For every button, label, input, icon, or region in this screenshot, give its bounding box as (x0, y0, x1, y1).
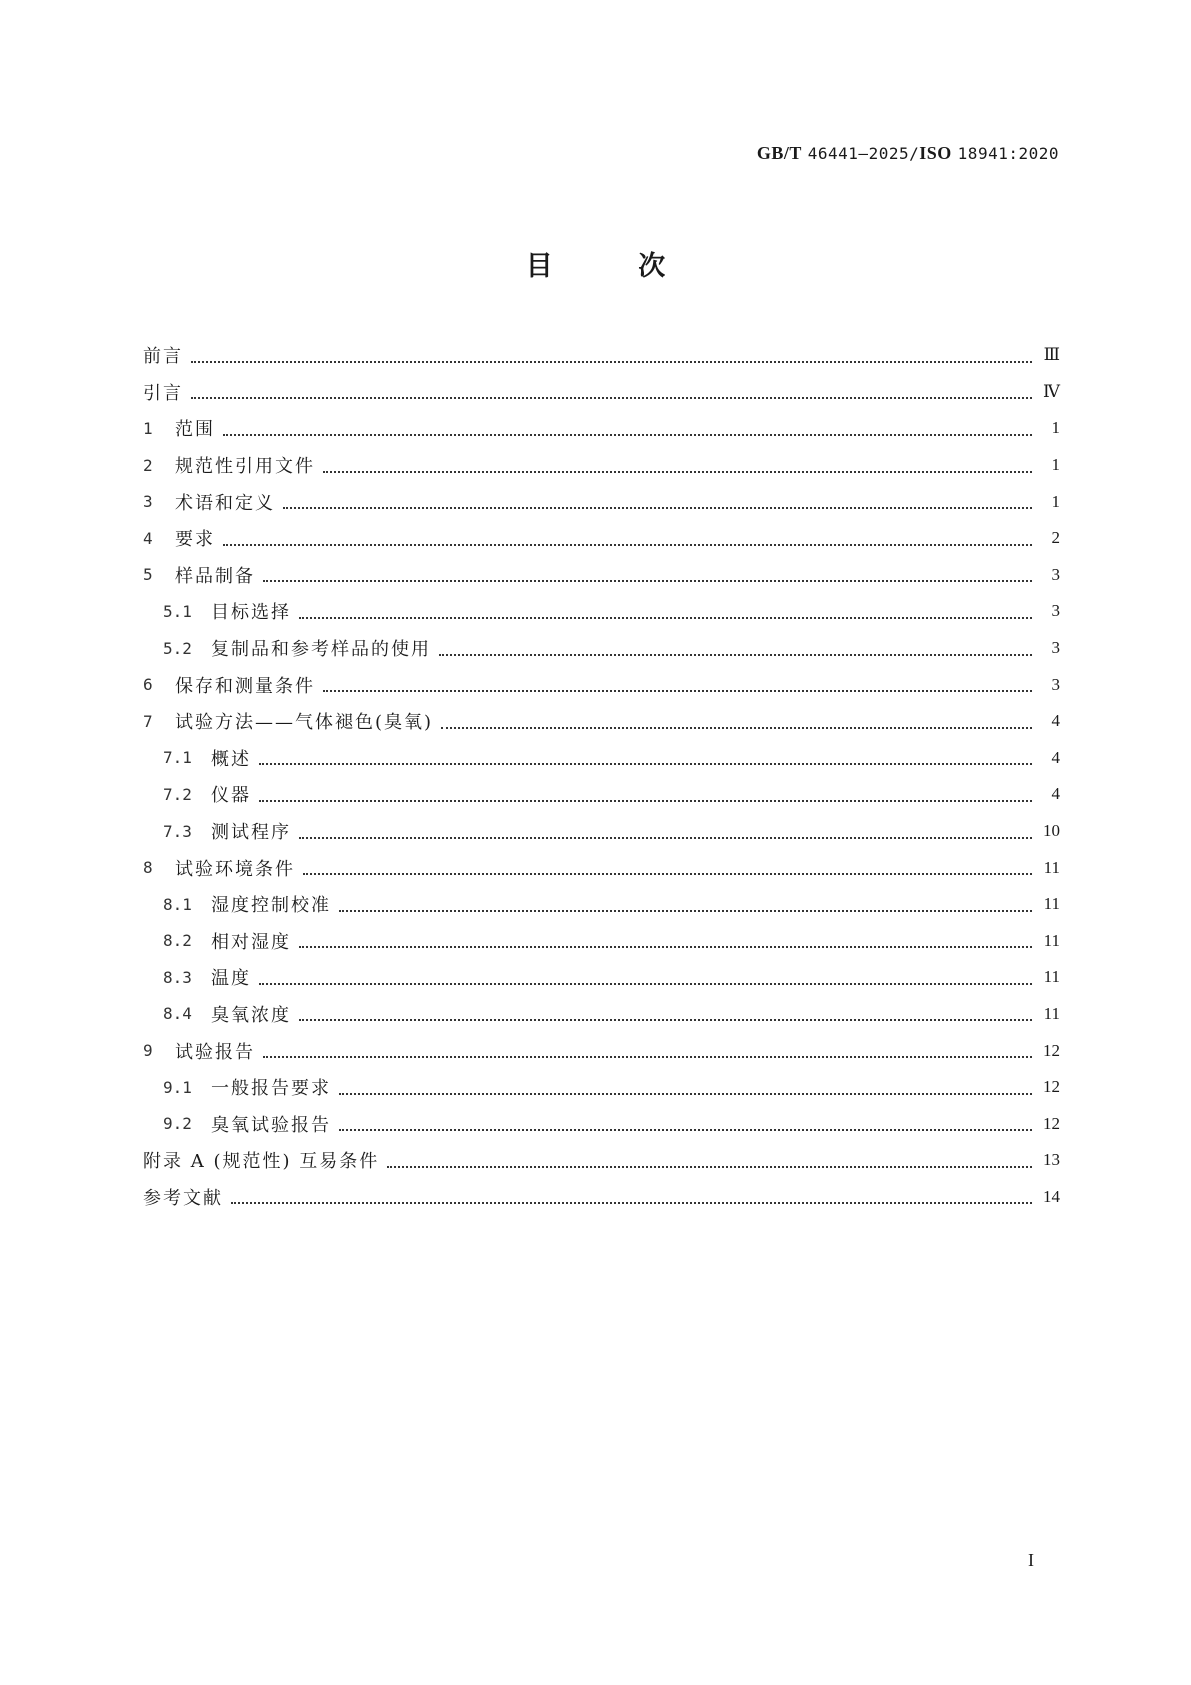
toc-entry-label: 复制品和参考样品的使用 (211, 639, 431, 661)
toc-entry-label: 臭氧浓度 (211, 1004, 291, 1026)
toc-entry-number: 8.2 (163, 931, 192, 951)
standard-prefix: GB/T (756, 143, 802, 163)
toc-dot-leader (387, 1165, 1032, 1168)
toc-entry-page: 4 (1051, 784, 1060, 804)
toc-entry-label: 目标选择 (211, 602, 291, 624)
page-title (0, 244, 1191, 283)
toc-entry-label: 规范性引用文件 (175, 456, 315, 478)
toc-entry-page: 11 (1043, 857, 1060, 877)
toc-entry-label: 试验环境条件 (175, 858, 295, 880)
toc-dot-leader (259, 762, 1032, 765)
toc-entry-page: 1 (1051, 455, 1060, 475)
toc-entry-label: 仪器 (211, 785, 251, 807)
toc-entry-label: 一般报告要求 (211, 1078, 331, 1100)
toc-entry-number: 7.3 (163, 821, 192, 841)
toc-entry-label: 测试程序 (211, 822, 291, 844)
iso-number-value: 18941:2020 (957, 144, 1059, 163)
toc-entry[interactable] (143, 374, 1060, 411)
toc-entry-label: 参考文献 (143, 1187, 223, 1209)
toc-dot-leader (299, 945, 1032, 948)
toc-entry[interactable] (143, 776, 1060, 813)
toc-entry-number: 9.2 (163, 1114, 192, 1134)
toc-entry-page: 4 (1051, 747, 1060, 767)
toc-entry[interactable] (143, 813, 1060, 850)
toc-dot-leader (339, 909, 1032, 912)
toc-entry-page: 12 (1043, 1113, 1060, 1133)
toc-entry-label: 概述 (211, 748, 251, 770)
standard-number-value: 46441—2025/ (807, 144, 920, 163)
toc-entry[interactable] (143, 1105, 1060, 1142)
toc-entry-page: 4 (1051, 711, 1060, 731)
page-folio: I (1028, 1550, 1034, 1570)
toc-dot-leader (299, 836, 1032, 839)
toc-dot-leader (259, 799, 1032, 802)
toc-entry-page: 11 (1043, 967, 1060, 987)
toc-entry[interactable] (143, 410, 1060, 447)
toc-entry-number: 8.1 (163, 894, 192, 914)
toc-entry-label: 引言 (143, 382, 183, 404)
toc-dot-leader (303, 872, 1032, 875)
toc-entry-number: 8.4 (163, 1004, 192, 1024)
toc-entry-label: 试验报告 (175, 1041, 255, 1063)
iso-prefix: ISO (919, 143, 952, 163)
toc-entry-page: Ⅲ (1043, 345, 1060, 365)
toc-entry[interactable] (143, 886, 1060, 923)
toc-entry-number: 1 (143, 418, 153, 438)
toc-entry[interactable] (143, 923, 1060, 960)
toc-entry[interactable] (143, 666, 1060, 703)
toc-entry-page: 12 (1043, 1040, 1060, 1060)
toc-entry-number: 7.1 (163, 748, 192, 768)
toc-entry-number: 7.2 (163, 784, 192, 804)
toc-entry-page: 11 (1043, 930, 1060, 950)
toc-dot-leader (299, 616, 1032, 619)
toc-entry-page: 1 (1051, 418, 1060, 438)
toc-entry[interactable] (143, 1032, 1060, 1069)
toc-entry-number: 6 (143, 675, 153, 695)
toc-entry-label: 样品制备 (175, 565, 255, 587)
toc-dot-leader (299, 1018, 1032, 1021)
toc-entry-page: 11 (1043, 894, 1060, 914)
toc-entry-label: 保存和测量条件 (175, 675, 315, 697)
toc-dot-leader (263, 579, 1032, 582)
toc-entry[interactable] (143, 593, 1060, 630)
toc-entry[interactable] (143, 959, 1060, 996)
toc-entry-number: 8.3 (163, 967, 192, 987)
toc-entry-page: 3 (1051, 674, 1060, 694)
toc-dot-leader (439, 653, 1032, 656)
toc-entry-number: 8 (143, 858, 153, 878)
toc-dot-leader (223, 433, 1032, 436)
toc-entry-label: 相对湿度 (211, 931, 291, 953)
toc-entry-number: 5.2 (163, 638, 192, 658)
toc-entry-page: 13 (1043, 1150, 1060, 1170)
toc-entry[interactable] (143, 630, 1060, 667)
toc-entry[interactable] (143, 740, 1060, 777)
toc-entry-label: 温度 (211, 968, 251, 990)
toc-entry-page: 12 (1043, 1077, 1060, 1097)
toc-entry-page: Ⅳ (1043, 381, 1060, 401)
toc-dot-leader (263, 1055, 1032, 1058)
toc-entry-number: 3 (143, 492, 153, 512)
toc-entry-number: 7 (143, 711, 153, 731)
toc-entry[interactable] (143, 1179, 1060, 1216)
toc-entry-label: 前言 (143, 346, 183, 368)
toc-entry[interactable] (143, 1069, 1060, 1106)
toc-entry-page: 3 (1051, 564, 1060, 584)
toc-entry-label: 要求 (175, 529, 215, 551)
toc-entry-page: 2 (1051, 528, 1060, 548)
toc-entry-page: 10 (1043, 821, 1060, 841)
toc-dot-leader (339, 1128, 1032, 1131)
toc-dot-leader (441, 726, 1032, 729)
toc-entry[interactable] (143, 996, 1060, 1033)
toc-entry-page: 3 (1051, 601, 1060, 621)
page-title-char-1: 目 (525, 251, 553, 282)
toc-entry-label: 范围 (175, 419, 215, 441)
toc-entry[interactable] (143, 557, 1060, 594)
toc-entry-page: 14 (1043, 1186, 1060, 1206)
toc-dot-leader (339, 1092, 1032, 1095)
toc-entry-label: 臭氧试验报告 (211, 1114, 331, 1136)
toc-entry-number: 9.1 (163, 1077, 192, 1097)
toc-entry-number: 9 (143, 1041, 153, 1061)
toc-entry-label: 附录 A (规范性) 互易条件 (143, 1151, 380, 1173)
toc-entry-number: 4 (143, 528, 153, 548)
toc-dot-leader (231, 1201, 1032, 1204)
toc-entry-number: 5.1 (163, 601, 192, 621)
standard-number (757, 143, 1059, 164)
table-of-contents (143, 337, 1060, 1215)
toc-dot-leader (323, 689, 1032, 692)
toc-dot-leader (191, 396, 1032, 399)
toc-dot-leader (283, 506, 1032, 509)
toc-entry-number: 2 (143, 455, 153, 475)
toc-entry[interactable] (143, 849, 1060, 886)
toc-dot-leader (323, 470, 1032, 473)
toc-entry-page: 11 (1043, 1003, 1060, 1023)
toc-entry-label: 术语和定义 (175, 492, 275, 514)
toc-dot-leader (223, 543, 1032, 546)
toc-entry-page: 3 (1051, 638, 1060, 658)
toc-entry-page: 1 (1051, 491, 1060, 511)
toc-entry-label: 试验方法——气体褪色(臭氧) (175, 712, 434, 734)
toc-entry-label: 湿度控制校准 (211, 895, 331, 917)
toc-entry[interactable] (143, 483, 1060, 520)
toc-entry[interactable] (143, 1142, 1060, 1179)
page-title-char-2: 次 (638, 251, 666, 282)
toc-entry[interactable] (143, 447, 1060, 484)
toc-dot-leader (191, 360, 1032, 363)
toc-entry-number: 5 (143, 565, 153, 585)
toc-entry[interactable] (143, 703, 1060, 740)
toc-entry[interactable] (143, 520, 1060, 557)
toc-entry[interactable] (143, 337, 1060, 374)
toc-dot-leader (259, 982, 1032, 985)
